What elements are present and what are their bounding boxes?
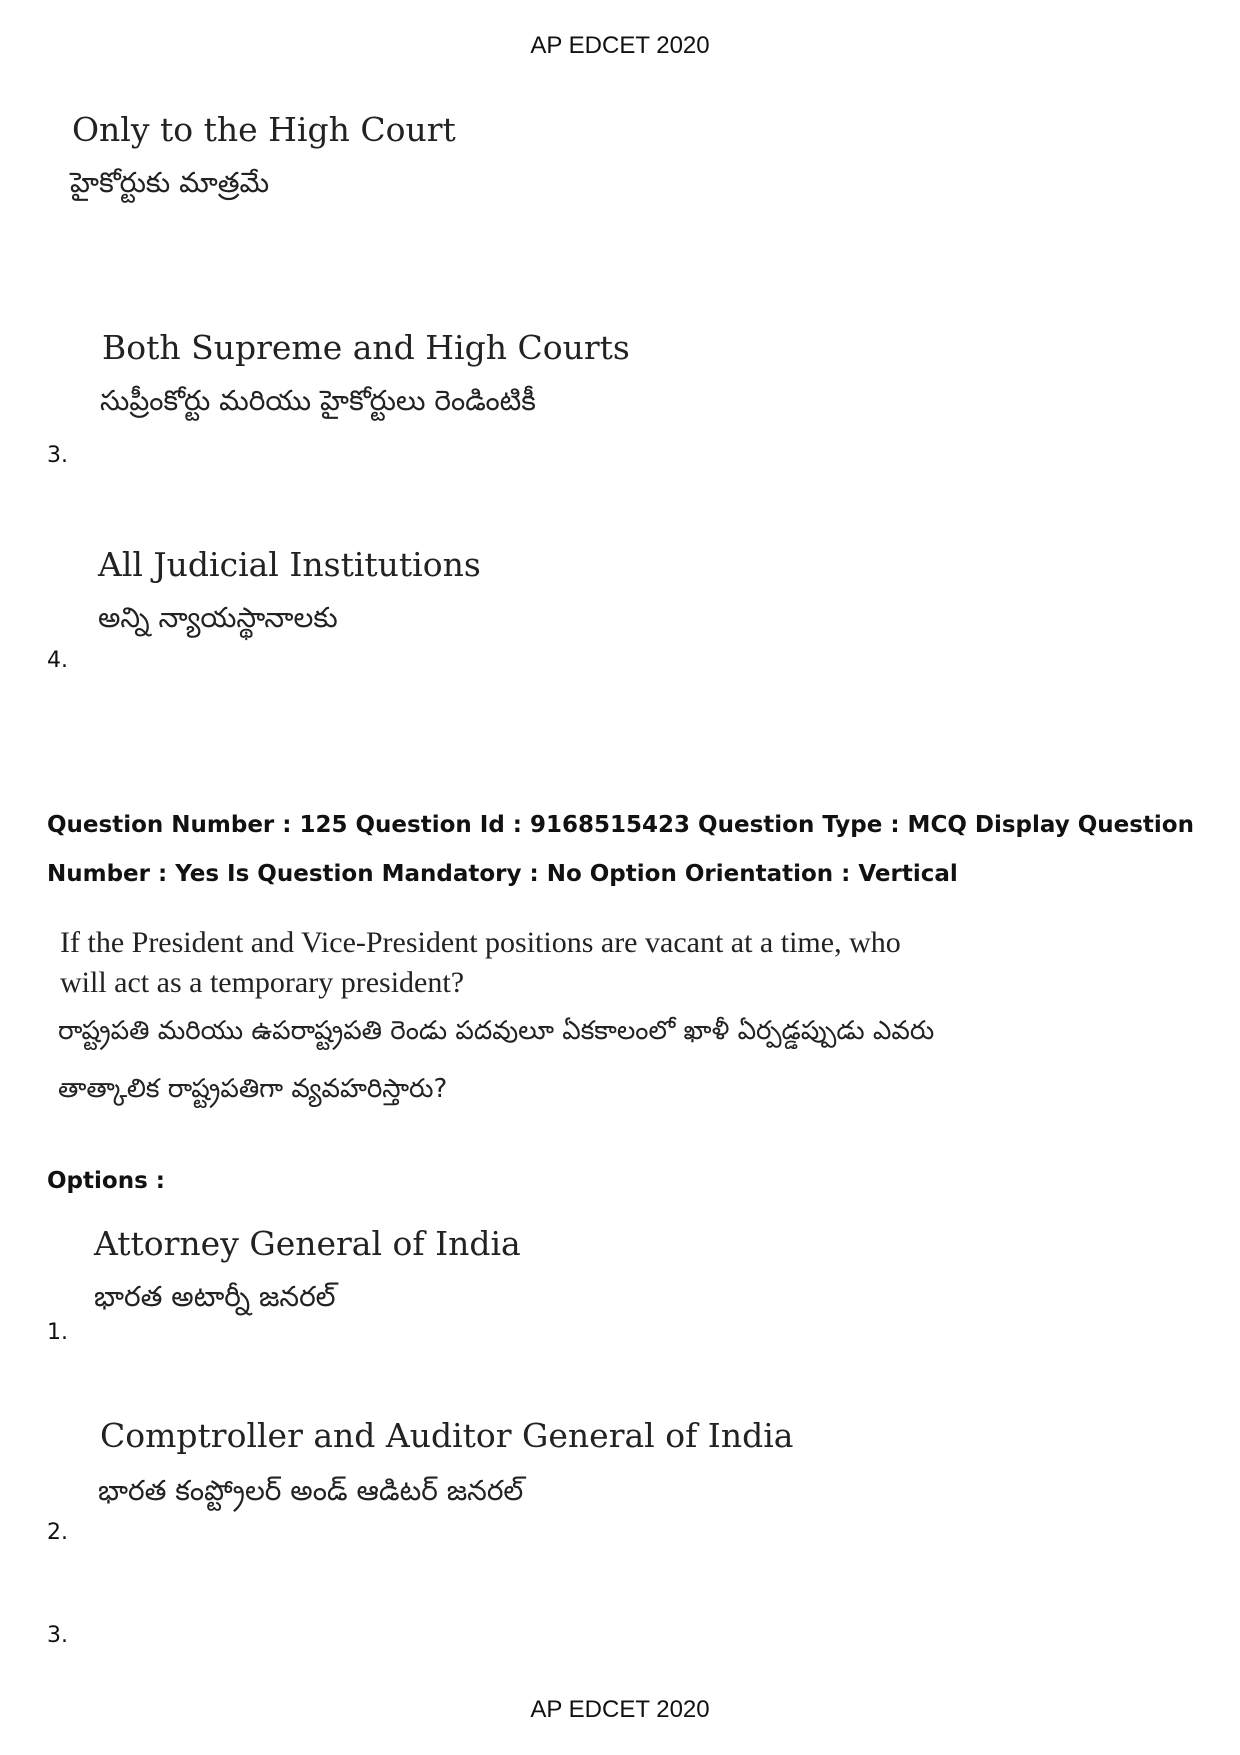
option-text-en: Only to the High Court xyxy=(72,110,456,149)
option-number: 3. xyxy=(47,1623,68,1648)
option-text-en: Attorney General of India xyxy=(94,1224,521,1263)
question-text-te-line-1: రాష్ట్రపతి మరియు ఉపరాష్ట్రపతి రెండు పదవులూ ఏకకాలంలో ఖాళీ ఏర్పడ్డప్పుడు ఎవరు xyxy=(58,1016,935,1046)
question-meta-line-2: Number : Yes Is Question Mandatory : No Option Orientation : Vertical xyxy=(47,861,958,887)
page-footer: AP EDCET 2020 xyxy=(530,1696,710,1723)
question-text-en-line-2: will act as a temporary president? xyxy=(60,966,465,999)
option-text-te: హైకోర్టుకు మాత్రమే xyxy=(70,166,270,199)
option-number: 3. xyxy=(47,443,68,468)
page-header: AP EDCET 2020 xyxy=(530,32,710,59)
question-text-en-line-1: If the President and Vice-President positions are vacant at a time, who xyxy=(60,926,901,959)
question-text-te-line-2: తాత్కాలిక రాష్ట్రపతిగా వ్యవహరిస్తారు? xyxy=(58,1074,448,1104)
option-text-en: Both Supreme and High Courts xyxy=(102,328,630,367)
option-text-te: భారత అటార్నీ జనరల్ xyxy=(94,1280,336,1313)
option-text-te: భారత కంప్ట్రోలర్ అండ్ ఆడిటర్ జనరల్ xyxy=(98,1474,524,1507)
option-text-te: అన్ని న్యాయస్థానాలకు xyxy=(98,601,338,634)
option-text-en: Comptroller and Auditor General of India xyxy=(100,1416,794,1455)
option-number: 2. xyxy=(47,1520,68,1545)
option-number: 4. xyxy=(47,648,68,673)
option-number: 1. xyxy=(47,1320,68,1345)
option-text-en: All Judicial Institutions xyxy=(98,545,481,584)
option-text-te: సుప్రీంకోర్టు మరియు హైకోర్టులు రెండింటికీ xyxy=(100,384,536,417)
options-label: Options : xyxy=(47,1168,165,1194)
question-meta-line-1: Question Number : 125 Question Id : 9168515423 Question Type : MCQ Display Question xyxy=(47,812,1194,838)
